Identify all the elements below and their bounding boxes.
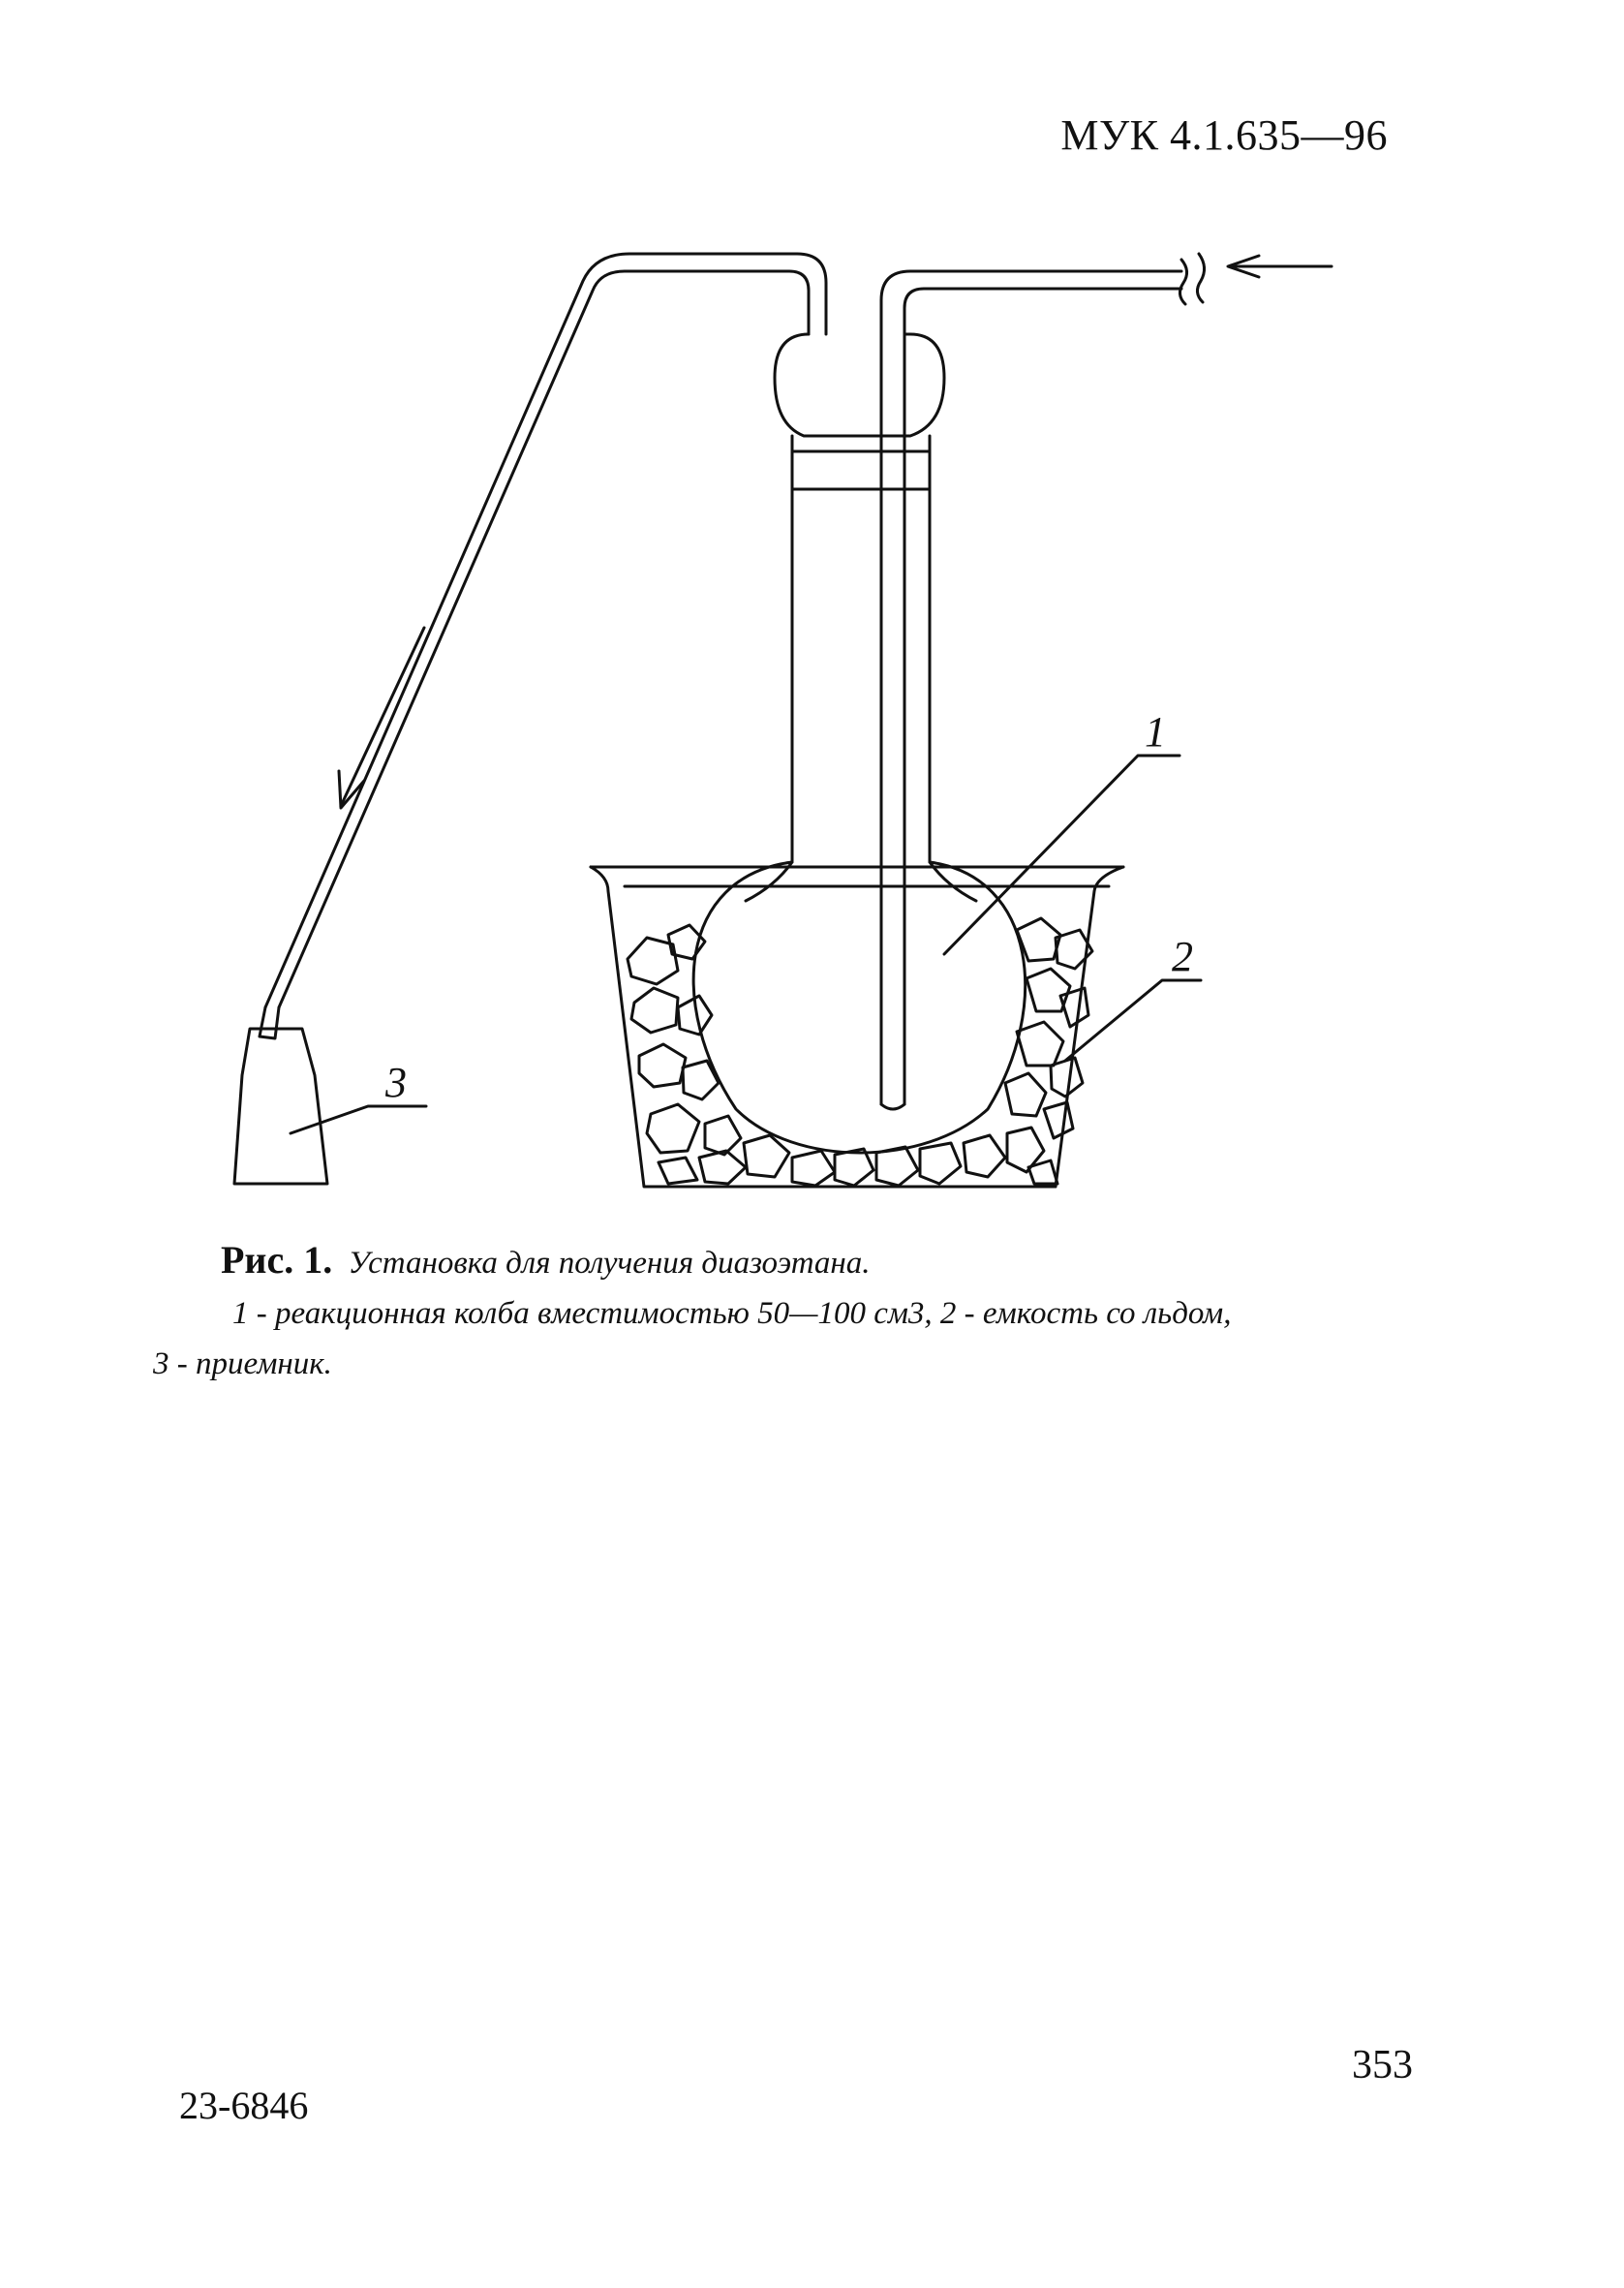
figure-caption <box>145 1235 1404 1389</box>
outflow-arrow <box>339 628 424 808</box>
callout-2: 2 <box>1172 933 1193 980</box>
leader-line-3 <box>291 1106 426 1133</box>
figure-label: Рис. 1. <box>221 1238 333 1282</box>
figure-title: Установка для получения диазоэтана. <box>348 1246 871 1281</box>
document-code: МУК 4.1.635—96 <box>1060 111 1388 159</box>
inlet-arrow <box>1228 256 1332 277</box>
page-number: 353 <box>1352 2043 1413 2087</box>
callout-3: 3 <box>385 1059 407 1106</box>
legend-line-1: 1 - реакционная колба вместимостью 50—100 см3, 2 - емкость со льдом, <box>232 1296 1232 1331</box>
print-code: 23-6846 <box>179 2084 309 2127</box>
reaction-flask <box>693 334 1025 1153</box>
legend-line-2: 3 - приемник. <box>153 1346 332 1381</box>
callout-1: 1 <box>1145 708 1166 756</box>
caption-title-line <box>145 1235 1404 1288</box>
leader-line-1 <box>944 756 1180 954</box>
receiver <box>234 1007 327 1184</box>
delivery-tube <box>265 254 826 1007</box>
